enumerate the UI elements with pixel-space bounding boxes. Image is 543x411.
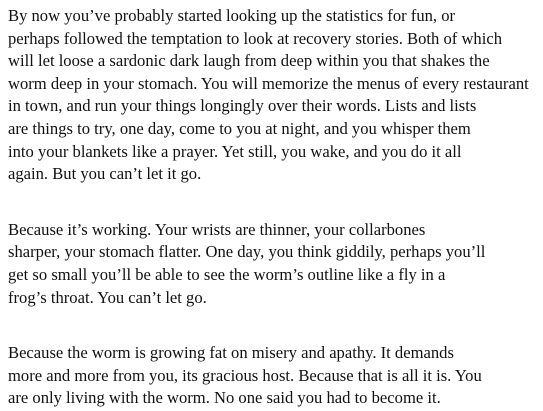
paragraph-1 bbox=[8, 5, 542, 186]
text-line: sharper, your stomach flatter. One day, you think giddily, perhaps you’ll bbox=[8, 242, 486, 262]
text-line: worm deep in your stomach. You will memorize the menus of every restaurant bbox=[8, 73, 529, 93]
text-line: are things to try, one day, come to you at night, and you whisper them bbox=[8, 118, 471, 138]
text-line: get so small you’ll be able to see the worm’s outline like a fly in a bbox=[8, 264, 446, 284]
text-line: again. But you can’t let it go. bbox=[8, 164, 202, 184]
paragraph-spacer bbox=[8, 309, 542, 342]
paragraph-3 bbox=[8, 342, 542, 410]
text-line: frog’s throat. You can’t let go. bbox=[8, 287, 207, 307]
text-line: in town, and run your things longingly over their words. Lists and lists bbox=[8, 96, 477, 116]
text-line: perhaps followed the temptation to look at recovery stories. Both of which bbox=[8, 28, 503, 48]
text-line: Because the worm is growing fat on misery and apathy. It demands bbox=[8, 343, 454, 363]
text-line: are only living with the worm. No one said you had to become it. bbox=[8, 388, 441, 408]
text-line: into your blankets like a prayer. Yet still, you wake, and you do it all bbox=[8, 141, 462, 161]
document-body bbox=[8, 5, 542, 410]
paragraph-2 bbox=[8, 219, 542, 309]
text-line: By now you’ve probably started looking up the statistics for fun, or bbox=[8, 6, 456, 25]
text-line: more and more from you, its gracious host. Because that is all it is. You bbox=[8, 365, 482, 385]
text-line: Because it’s working. Your wrists are thinner, your collarbones bbox=[8, 219, 426, 239]
text-line: will let loose a sardonic dark laugh from deep within you that shakes the bbox=[8, 51, 490, 71]
paragraph-spacer bbox=[8, 186, 542, 219]
